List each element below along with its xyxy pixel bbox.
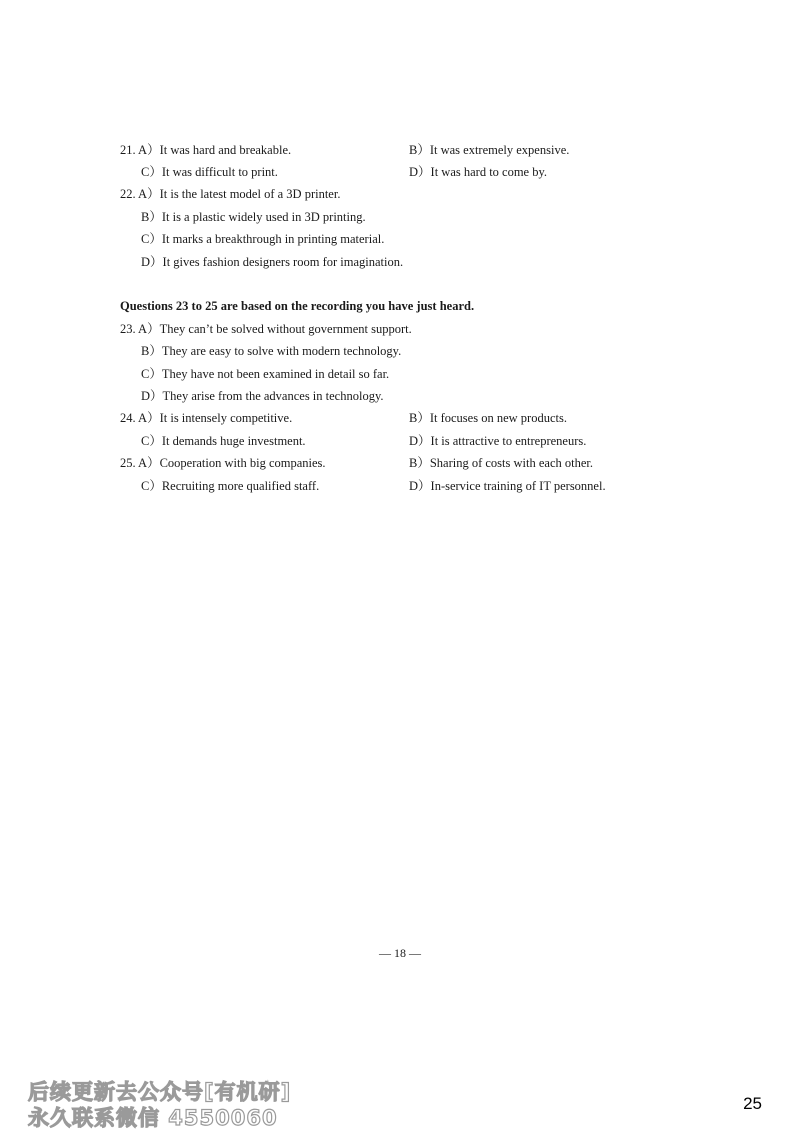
q25-option-b: B）Sharing of costs with each other. — [409, 456, 593, 470]
page-number: — 18 — — [379, 946, 421, 960]
q24-option-c: C）It demands huge investment. — [141, 434, 306, 448]
q21-option-b: B）It was extremely expensive. — [409, 143, 570, 157]
watermark-line-1: 后续更新去公众号[有机研] — [28, 1080, 292, 1104]
q24-option-d: D）It is attractive to entrepreneurs. — [409, 434, 587, 448]
q24-option-a: 24. A）It is intensely competitive. — [120, 411, 293, 425]
q25-option-d: D）In-service training of IT personnel. — [409, 479, 606, 493]
q22-option-a: 22. A）It is the latest model of a 3D printer. — [120, 187, 341, 201]
corner-page-number: 25 — [743, 1094, 762, 1113]
q24-option-b: B）It focuses on new products. — [409, 411, 567, 425]
q25-option-a: 25. A）Cooperation with big companies. — [120, 456, 326, 470]
q23-option-b: B）They are easy to solve with modern technology. — [141, 344, 402, 358]
q22-option-c: C）It marks a breakthrough in printing material. — [141, 232, 385, 246]
q22-option-b: B）It is a plastic widely used in 3D printing. — [141, 210, 366, 224]
q23-option-c: C）They have not been examined in detail so far. — [141, 367, 390, 381]
q25-option-c: C）Recruiting more qualified staff. — [141, 479, 320, 493]
q21-option-d: D）It was hard to come by. — [409, 165, 548, 179]
watermark-line-2: 永久联系微信 4550060 — [28, 1106, 278, 1130]
q22-option-d: D）It gives fashion designers room for imagination. — [141, 255, 404, 269]
q23-option-d: D）They arise from the advances in technology. — [141, 389, 384, 403]
section-heading: Questions 23 to 25 are based on the recording you have just heard. — [120, 299, 475, 313]
q21-option-a: 21. A）It was hard and breakable. — [120, 143, 292, 157]
q23-option-a: 23. A）They can’t be solved without government support. — [120, 322, 412, 336]
q21-option-c: C）It was difficult to print. — [141, 165, 278, 179]
